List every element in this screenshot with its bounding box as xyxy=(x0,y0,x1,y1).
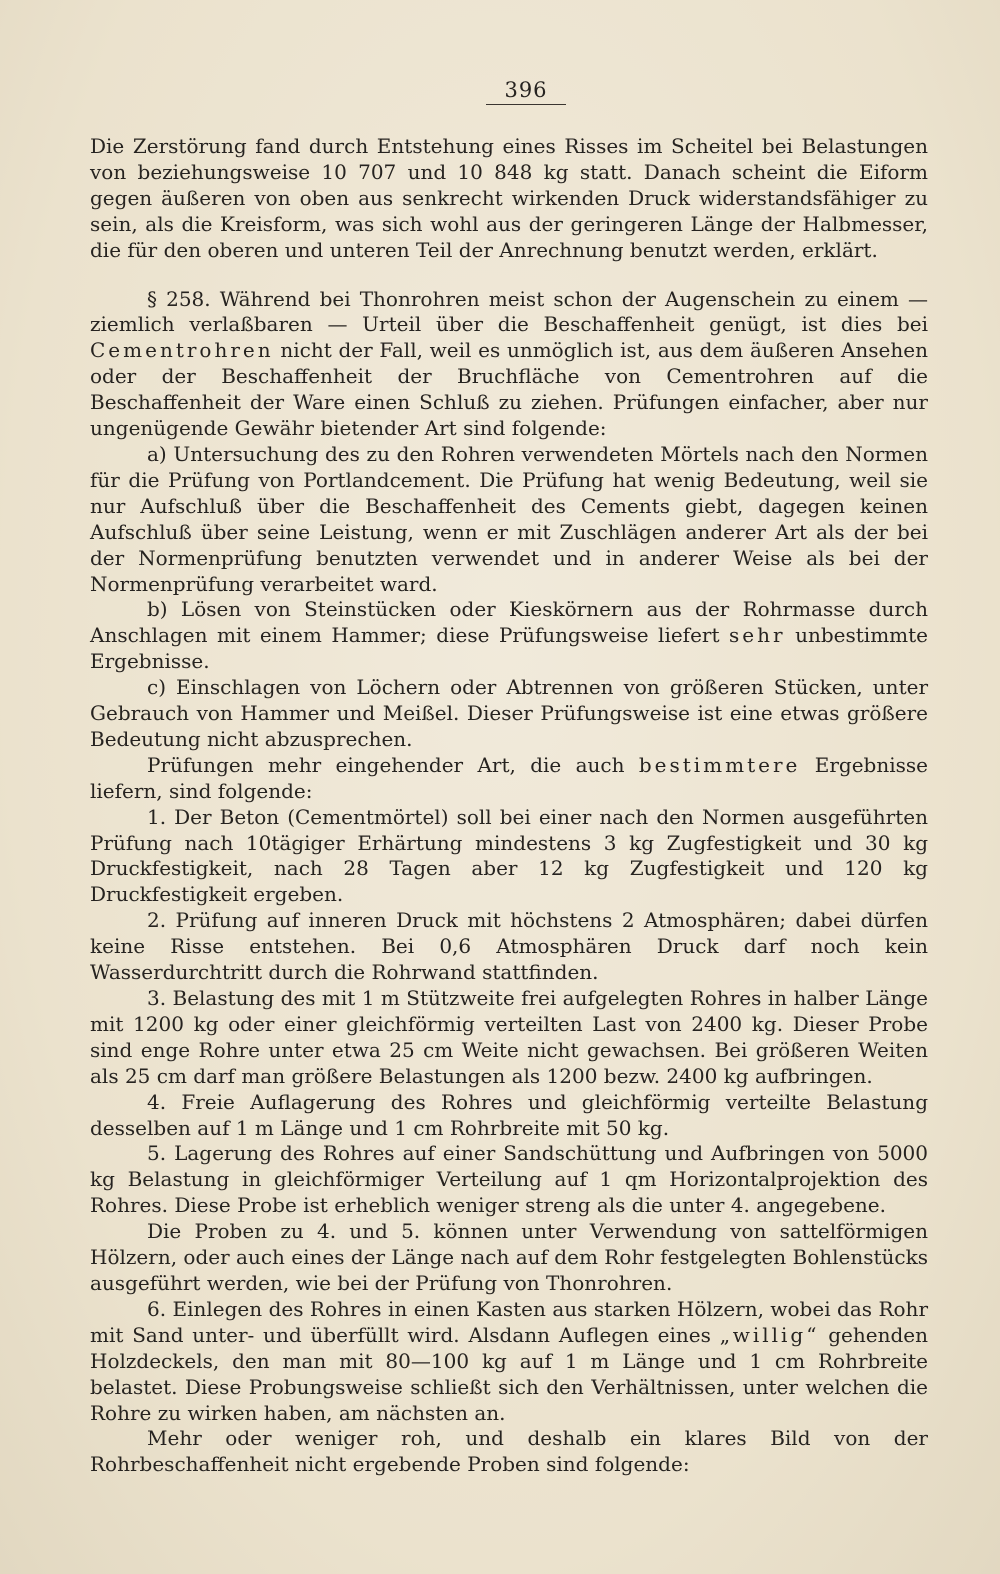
list-item-6 xyxy=(90,1297,928,1427)
list-item-3 xyxy=(90,986,928,1090)
paragraph-text: Ergebnisse liefern, sind folgende: xyxy=(90,752,928,803)
list-item-4 xyxy=(90,1090,928,1142)
paragraph xyxy=(90,1219,928,1297)
list-item-c xyxy=(90,675,928,753)
paragraph xyxy=(90,134,928,264)
paragraph xyxy=(90,753,928,805)
list-item-a xyxy=(90,442,928,597)
paragraph-text: 2. Prüfung auf inneren Druck mit höchstens 2 Atmosphären; dabei dürfen keine Risse entstehen. Bei 0,6 Atmosphären Druck darf noch kein Wasserdurchtritt durch die Rohrwand stattfinden. xyxy=(90,908,928,985)
paragraph-text: unbestimmte Ergebnisse. xyxy=(90,623,928,674)
paragraph-text: b) Lösen von Steinstücken oder Kieskörnern aus der Rohrmasse durch Anschlagen mit einem Hammer; diese Prüfungsweise liefert xyxy=(90,597,928,648)
section-258-paragraph xyxy=(90,287,928,442)
paragraph-text: a) Untersuchung des zu den Rohren verwendeten Mörtels nach den Normen für die Prüfung von Portlandcement. Die Prüfung hat wenig Bedeutung, weil sie nur Aufschluß über die Beschaffenheit des Cements giebt, dagegen keinen Aufschluß über seine Leistung, wenn er mit Zuschlägen anderer Art als der bei der Normenprüfung benutzten verwendet und in anderer Weise als bei der Normenprüfung verarbeitet ward. xyxy=(90,441,928,596)
paragraph-text: 1. Der Beton (Cementmörtel) soll bei einer nach den Normen ausgeführten Prüfung nach 10tägiger Erhärtung mindestens 3 kg Zugfestigkeit und 30 kg Druckfestigkeit, nach 28 Tagen aber 12 kg Zugfestigkeit und 120 kg Druckfestigkeit ergeben. xyxy=(90,804,928,907)
emphasized-text: „willig“ xyxy=(719,1322,820,1347)
emphasized-text: bestimmtere xyxy=(638,752,801,777)
page-header xyxy=(0,78,1000,105)
page-number: 396 xyxy=(486,78,565,105)
emphasized-text: Cementrohren xyxy=(90,338,274,363)
body-text xyxy=(90,134,928,1478)
paragraph-text: Mehr oder weniger roh, und deshalb ein klares Bild von der Rohrbeschaffenheit nicht ergebende Proben sind folgende: xyxy=(90,1426,928,1477)
paragraph-text: nicht der Fall, weil es unmöglich ist, aus dem äußeren Ansehen oder der Beschaffenheit der Bruchfläche von Cementrohren auf die Beschaffenheit der Ware einen Schluß zu ziehen. Prüfungen einfacher, aber nur ungenügende Gewähr bietender Art sind folgende: xyxy=(90,338,928,441)
paragraph-text: Prüfungen mehr eingehender Art, die auch xyxy=(147,752,639,777)
paragraph-text: gehenden Holzdeckels, den man mit 80—100 kg auf 1 m Länge und 1 cm Rohrbreite belastet. Diese Probungsweise schließt sich den Verhältnissen, unter welchen die Rohre zu wirken haben, am nächsten an. xyxy=(90,1322,928,1425)
paragraph-text: c) Einschlagen von Löchern oder Abtrennen von größeren Stücken, unter Gebrauch von Hammer und Meißel. Dieser Prüfungsweise ist eine etwas größere Bedeutung nicht abzusprechen. xyxy=(90,675,928,751)
paragraph-text: 5. Lagerung des Rohres auf einer Sandschüttung und Aufbringen von 5000 kg Belastung in gleichförmiger Verteilung auf 1 qm Horizontalprojektion des Rohres. Diese Probe ist erheblich weniger streng als die unter 4. angegebene. xyxy=(90,1141,928,1218)
paragraph-text: § 258. Während bei Thonrohren meist schon der Augenschein zu einem — ziemlich verlaßbaren — Urteil über die Beschaffenheit genügt, ist dies bei xyxy=(90,286,928,337)
list-item-2 xyxy=(90,908,928,986)
list-item-5 xyxy=(90,1141,928,1219)
paragraph-text: 4. Freie Auflagerung des Rohres und gleichförmig verteilte Belastung desselben auf 1 m Länge und 1 cm Rohrbreite mit 50 kg. xyxy=(90,1089,928,1140)
list-item-b xyxy=(90,597,928,675)
emphasized-text: sehr xyxy=(729,623,786,648)
paragraph-text: Die Zerstörung fand durch Entstehung eines Risses im Scheitel bei Belastungen von beziehungsweise 10 707 und 10 848 kg statt. Danach scheint die Eiform gegen äußeren von oben aus senkrecht wirkenden Druck widerstandsfähiger zu sein, als die Kreisform, was sich wohl aus der geringeren Länge der Halbmesser, die für den oberen und unteren Teil der Anrechnung benutzt werden, erklärt. xyxy=(90,134,928,262)
paragraph-text: Die Proben zu 4. und 5. können unter Verwendung von sattelförmigen Hölzern, oder auch eines der Länge nach auf dem Rohr festgelegten Bohlenstücks ausgeführt werden, wie bei der Prüfung von Thonrohren. xyxy=(90,1219,928,1295)
paragraph xyxy=(90,1426,928,1478)
list-item-1 xyxy=(90,805,928,909)
paragraph-text: 3. Belastung des mit 1 m Stützweite frei aufgelegten Rohres in halber Länge mit 1200 kg oder einer gleichförmig verteilten Last von 2400 kg. Dieser Probe sind enge Rohre unter etwa 25 cm Weite nicht gewachsen. Bei größeren Weiten als 25 cm darf man größere Belastungen als 1200 bezw. 2400 kg aufbringen. xyxy=(90,986,928,1088)
paragraph-text: 6. Einlegen des Rohres in einen Kasten aus starken Hölzern, wobei das Rohr mit Sand unter- und überfüllt wird. Alsdann Auflegen eines xyxy=(90,1296,928,1347)
